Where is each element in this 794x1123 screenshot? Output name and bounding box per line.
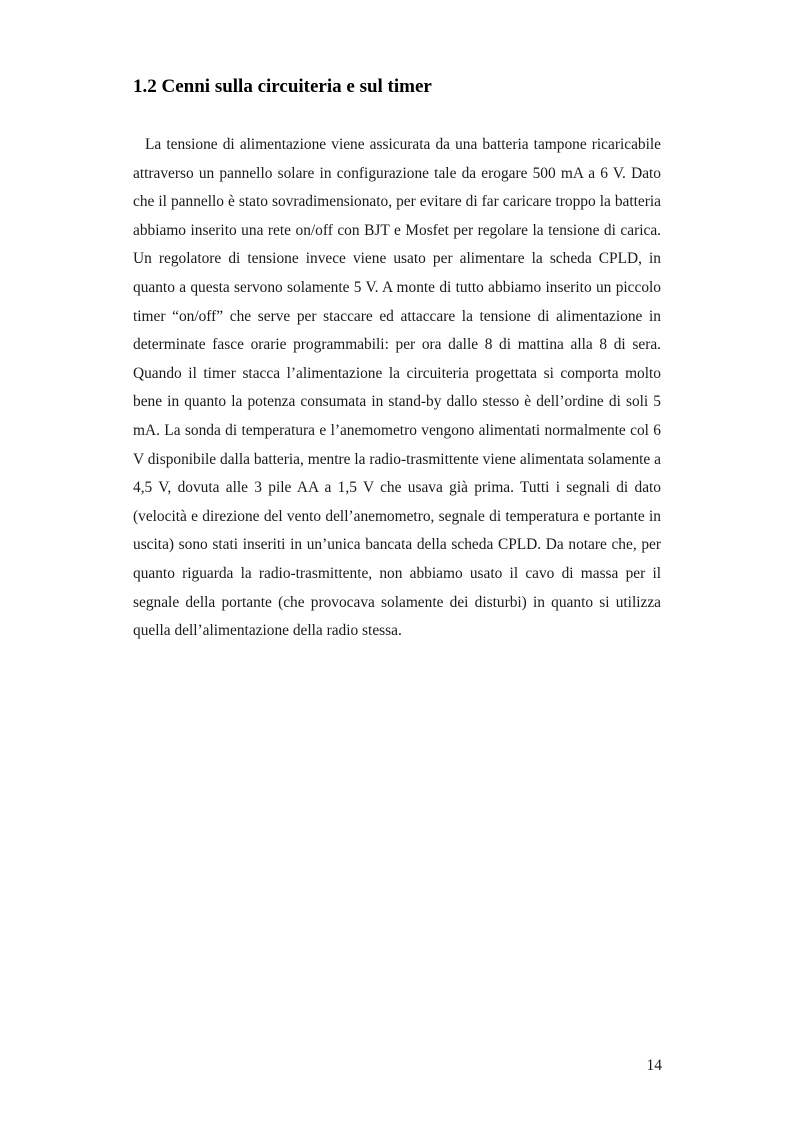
page-number: 14 [646, 1057, 662, 1074]
section-heading: 1.2 Cenni sulla circuiteria e sul timer [133, 76, 432, 97]
body-paragraph: La tensione di alimentazione viene assicurata da una batteria tampone ricaricabile attraverso un pannello solare in configurazione tale da erogare 500 mA a 6 V. Dato che il pannello è stato sovradimensionato, per evitare di far caricare troppo la batteria abbiamo inserito una rete on/off con BJT e Mosfet per regolare la tensione di carica. Un regolatore di tensione invece viene usato per alimentare la scheda CPLD, in quanto a questa servono solamente 5 V. A monte di tutto abbiamo inserito un piccolo timer “on/off” che serve per staccare ed attaccare la tensione di alimentazione in determinate fasce orarie programmabili: per ora dalle 8 di mattina alla 8 di sera. Quando il timer stacca l’alimentazione la circuiteria progettata si comporta molto bene in quanto la potenza consumata in stand-by dallo stesso è dell’ordine di soli 5 mA. La sonda di temperatura e l’anemometro vengono alimentati normalmente col 6 V disponibile dalla batteria, mentre la radio-trasmittente viene alimentata solamente a 4,5 V, dovuta alle 3 pile AA a 1,5 V che usava già prima. Tutti i segnali di dato (velocità e direzione del vento dell’anemometro, segnale di temperatura e portante in uscita) sono stati inseriti in un’unica bancata della scheda CPLD. Da notare che, per quanto riguarda la radio-trasmittente, non abbiamo usato il cavo di massa per il segnale della portante (che provocava solamente dei disturbi) in quanto si utilizza quella dell’alimentazione della radio stessa. [133, 136, 661, 640]
